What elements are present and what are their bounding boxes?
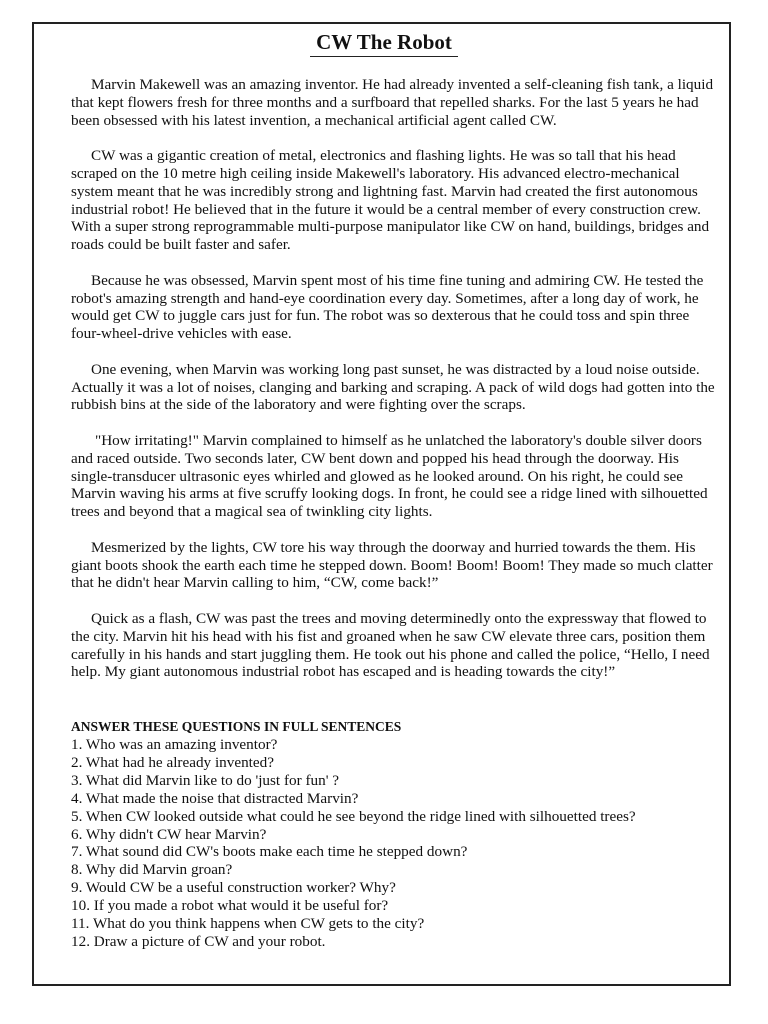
story-paragraph: Quick as a flash, CW was past the trees and moving determinedly onto the expressway that flowed to the city. Marvin hit his head with his fist and groaned when he saw CW elevate three cars, position them carefully in his hands and start juggling them. He took out his phone and called the police, “Hello, I need help. My giant autonomous industrial robot has escaped and is heading towards the city!” (71, 609, 710, 681)
story-paragraph: One evening, when Marvin was working long past sunset, he was distracted by a loud noise outside. Actually it was a lot of noises, clanging and barking and scraping. A pack of wild dogs had gotten into the rubbish bins at the side of the laboratory and were fighting over the scraps. (71, 360, 715, 414)
questions-heading: ANSWER THESE QUESTIONS IN FULL SENTENCES (71, 719, 402, 734)
question-item: 5. When CW looked outside what could he see beyond the ridge lined with silhouetted trees? (71, 807, 636, 825)
question-item: 12. Draw a picture of CW and your robot. (71, 932, 326, 950)
question-item: 9. Would CW be a useful construction worker? Why? (71, 879, 396, 897)
story-text (71, 76, 721, 699)
question-item: 10. If you made a robot what would it be useful for? (71, 897, 389, 915)
question-item: 1. Who was an amazing inventor? (71, 736, 278, 753)
question-item: 11. What do you think happens when CW gets to the city? (71, 915, 425, 933)
story-paragraph: Mesmerized by the lights, CW tore his way through the doorway and hurried towards the them. His giant boots shook the earth each time he stepped down. Boom! Boom! Boom! They made so much clatter that he didn't hear Marvin calling to him, “CW, come back!” (71, 538, 713, 592)
questions-list (71, 736, 721, 951)
page-title-wrapper (0, 30, 768, 57)
question-item: 4. What made the noise that distracted Marvin? (71, 789, 359, 807)
story-paragraph: CW was a gigantic creation of metal, electronics and flashing lights. He was so tall that his head scraped on the 10 metre high ceiling inside Makewell's laboratory. His advanced electro-mechanical system meant that he was incredibly strong and lightning fast. Marvin had created the first autonomous industrial robot! He believed that in the future it would be a central member of every construction crew. With a super strong reprogrammable multi-purpose manipulator like CW on hand, buildings, bridges and roads could be built faster and safer. (71, 147, 710, 254)
story-paragraph: Marvin Makewell was an amazing inventor. He had already invented a self-cleaning fish tank, a liquid that kept flowers fresh for three months and a surfboard that repelled sharks. For the last 5 years he had been obsessed with his latest invention, a mechanical artificial agent called CW. (71, 76, 714, 129)
questions-section (71, 718, 721, 951)
story-paragraph: "How irritating!" Marvin complained to himself as he unlatched the laboratory's double silver doors and raced outside. Two seconds later, CW bent down and popped his head through the doorway. His single-transducer ultrasonic eyes whirled and glowed as he looked around. On his right, he could see Marvin waving his arms at five scruffy looking dogs. In front, he could see a ridge lined with silhouetted trees and beyond that a magical sea of twinkling city lights. (71, 431, 708, 521)
question-item: 2. What had he already invented? (71, 753, 274, 771)
story-paragraph: Because he was obsessed, Marvin spent most of his time fine tuning and admiring CW. He tested the robot's amazing strength and hand-eye coordination every day. Sometimes, after a long day of work, he would get CW to juggle cars just for fun. The robot was so dexterous that he could toss and spin three four-wheel-drive vehicles with ease. (71, 271, 704, 343)
question-item: 7. What sound did CW's boots make each time he stepped down? (71, 843, 468, 861)
question-item: 6. Why didn't CW hear Marvin? (71, 825, 267, 843)
question-item: 8. Why did Marvin groan? (71, 861, 233, 879)
question-item: 3. What did Marvin like to do 'just for fun' ? (71, 771, 339, 789)
page-title: CW The Robot (310, 30, 458, 57)
